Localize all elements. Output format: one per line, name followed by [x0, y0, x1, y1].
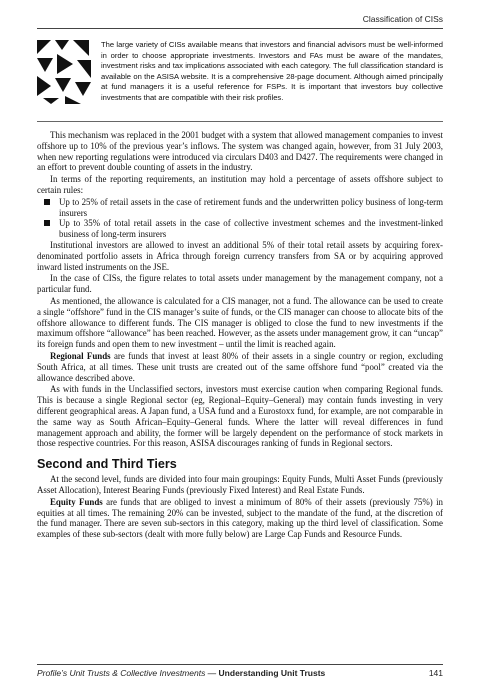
paragraph-reporting-requirements: In terms of the reporting requirements, an institution may hold a percentage of assets offshore subject to certain rules: — [37, 174, 443, 195]
callout-rule — [37, 121, 443, 122]
footer-book-subtitle: Understanding Unit Trusts — [218, 668, 326, 678]
list-item — [37, 218, 443, 240]
paragraph-regional-funds — [37, 351, 443, 383]
paragraph-allowance: As mentioned, the allowance is calculated for a CIS manager, not a fund. The allowance can be used to create a single “offshore” fund in the CIS manager’s suite of funds, or the CIS manager can choose to allocate bits of the offshore allowance to different funds. The CIS manager is obliged to close the fund to new investments if the maximum offshore “allowance” has been reached. However, as the assets under management grow, it can “uncap” its foreign funds and open them to new investment – until the limit is reached again. — [37, 295, 443, 350]
equity-funds-text: are funds that are obliged to invest a minimum of 80% of their assets (previously 75%) in equities at all times. The remaining 20% can be invested, subject to the mandate of the fund, at the discretion of the fund manager. There are seven sub-sectors in this category, making up the third level of classification. Some examples of these sub-sectors (dealt with more fully below) are Large Cap Funds and Resource Funds. — [37, 496, 443, 540]
page-number: 141 — [428, 668, 443, 678]
main-body — [37, 130, 443, 541]
paragraph-second-level: At the second level, funds are divided into four main groupings: Equity Funds, Multi Asset Funds (previously Asset Allocation), Interest Bearing Funds (previously Fixed Interest) and Real Estate Funds. — [37, 474, 443, 495]
list-item — [37, 197, 443, 219]
list-item-text: Up to 35% of total retail assets in the case of collective investment schemes and the investment-linked business of long-term insurers — [59, 218, 443, 240]
paragraph-unclassified-caution: As with funds in the Unclassified sectors, investors must exercise caution when comparing Regional funds. This is because a single Regional sector (eg, Regional–Equity–General) may contain funds investing in very different geographical areas. A Japan fund, a USA fund and a Eurostoxx fund, for example, are not comparable in the same way as South African–Equity–General funds. Where the latter will reveal differences in fund management approach and ability, the former will be largely dependent on the performance of stock markets in those respective countries. For this reason, ASISA discourages ranking of funds in Regional sectors. — [37, 384, 443, 449]
term-equity-funds: Equity Funds — [50, 496, 103, 507]
decorative-triangles-icon — [37, 38, 91, 104]
callout-text: The large variety of CISs available means that investors and financial advisors must be well-informed in order to choose appropriate investments. Investors and FAs must be aware of the mandates, investment risks and tax implications associated with each category. The full classification standard is available on the ASISA website. It is a comprehensive 28-page document. Although aimed principally at fund managers it is a useful reference for FSPs. It is important that investors buy collective investments that are compatible with their risk profiles. — [101, 40, 443, 102]
bullet-square-icon — [44, 199, 50, 205]
paragraph-cis-figure: In the case of CISs, the figure relates to total assets under management by the management company, not a particular fund. — [37, 273, 443, 295]
page-footer — [37, 668, 443, 678]
paragraph-institutional-investors: Institutional investors are allowed to invest an additional 5% of their total retail assets by acquiring forex-denominated portfolio assets in Africa through foreign currency transfers from SA or by acquiring approved inward listed instruments on the JSE. — [37, 239, 443, 272]
callout-box — [37, 40, 443, 104]
section-heading: Second and Third Tiers — [37, 457, 177, 472]
header-rule — [37, 28, 443, 29]
paragraph-offshore-mechanism: This mechanism was replaced in the 2001 budget with a system that allowed management companies to invest offshore up to 10% of the previous year’s inflows. The system was changed again, however, from 31 July 2003, when new reporting regulations were introduced via circulars D403 and D427. The requirements were changed in an effort to prevent double counting of assets in the industry. — [37, 130, 443, 173]
footer-book-title-text: Profile’s Unit Trusts & Collective Investments — — [37, 668, 219, 678]
offshore-limits-list — [37, 197, 443, 240]
paragraph-equity-funds — [37, 497, 443, 540]
regional-funds-text: are funds that invest at least 80% of their assets in a single country or region, excluding South Africa, at all times. These unit trusts are created out of the same offshore fund “pool” created via the allowance described above. — [37, 350, 444, 383]
bullet-square-icon — [44, 220, 50, 226]
term-regional-funds: Regional Funds — [50, 350, 111, 361]
footer-book-title — [37, 668, 325, 678]
footer-rule — [37, 664, 443, 665]
list-item-text: Up to 25% of retail assets in the case of retirement funds and the underwritten policy business of long-term insurers — [59, 196, 443, 218]
running-header-title: Classification of CISs — [362, 14, 443, 24]
